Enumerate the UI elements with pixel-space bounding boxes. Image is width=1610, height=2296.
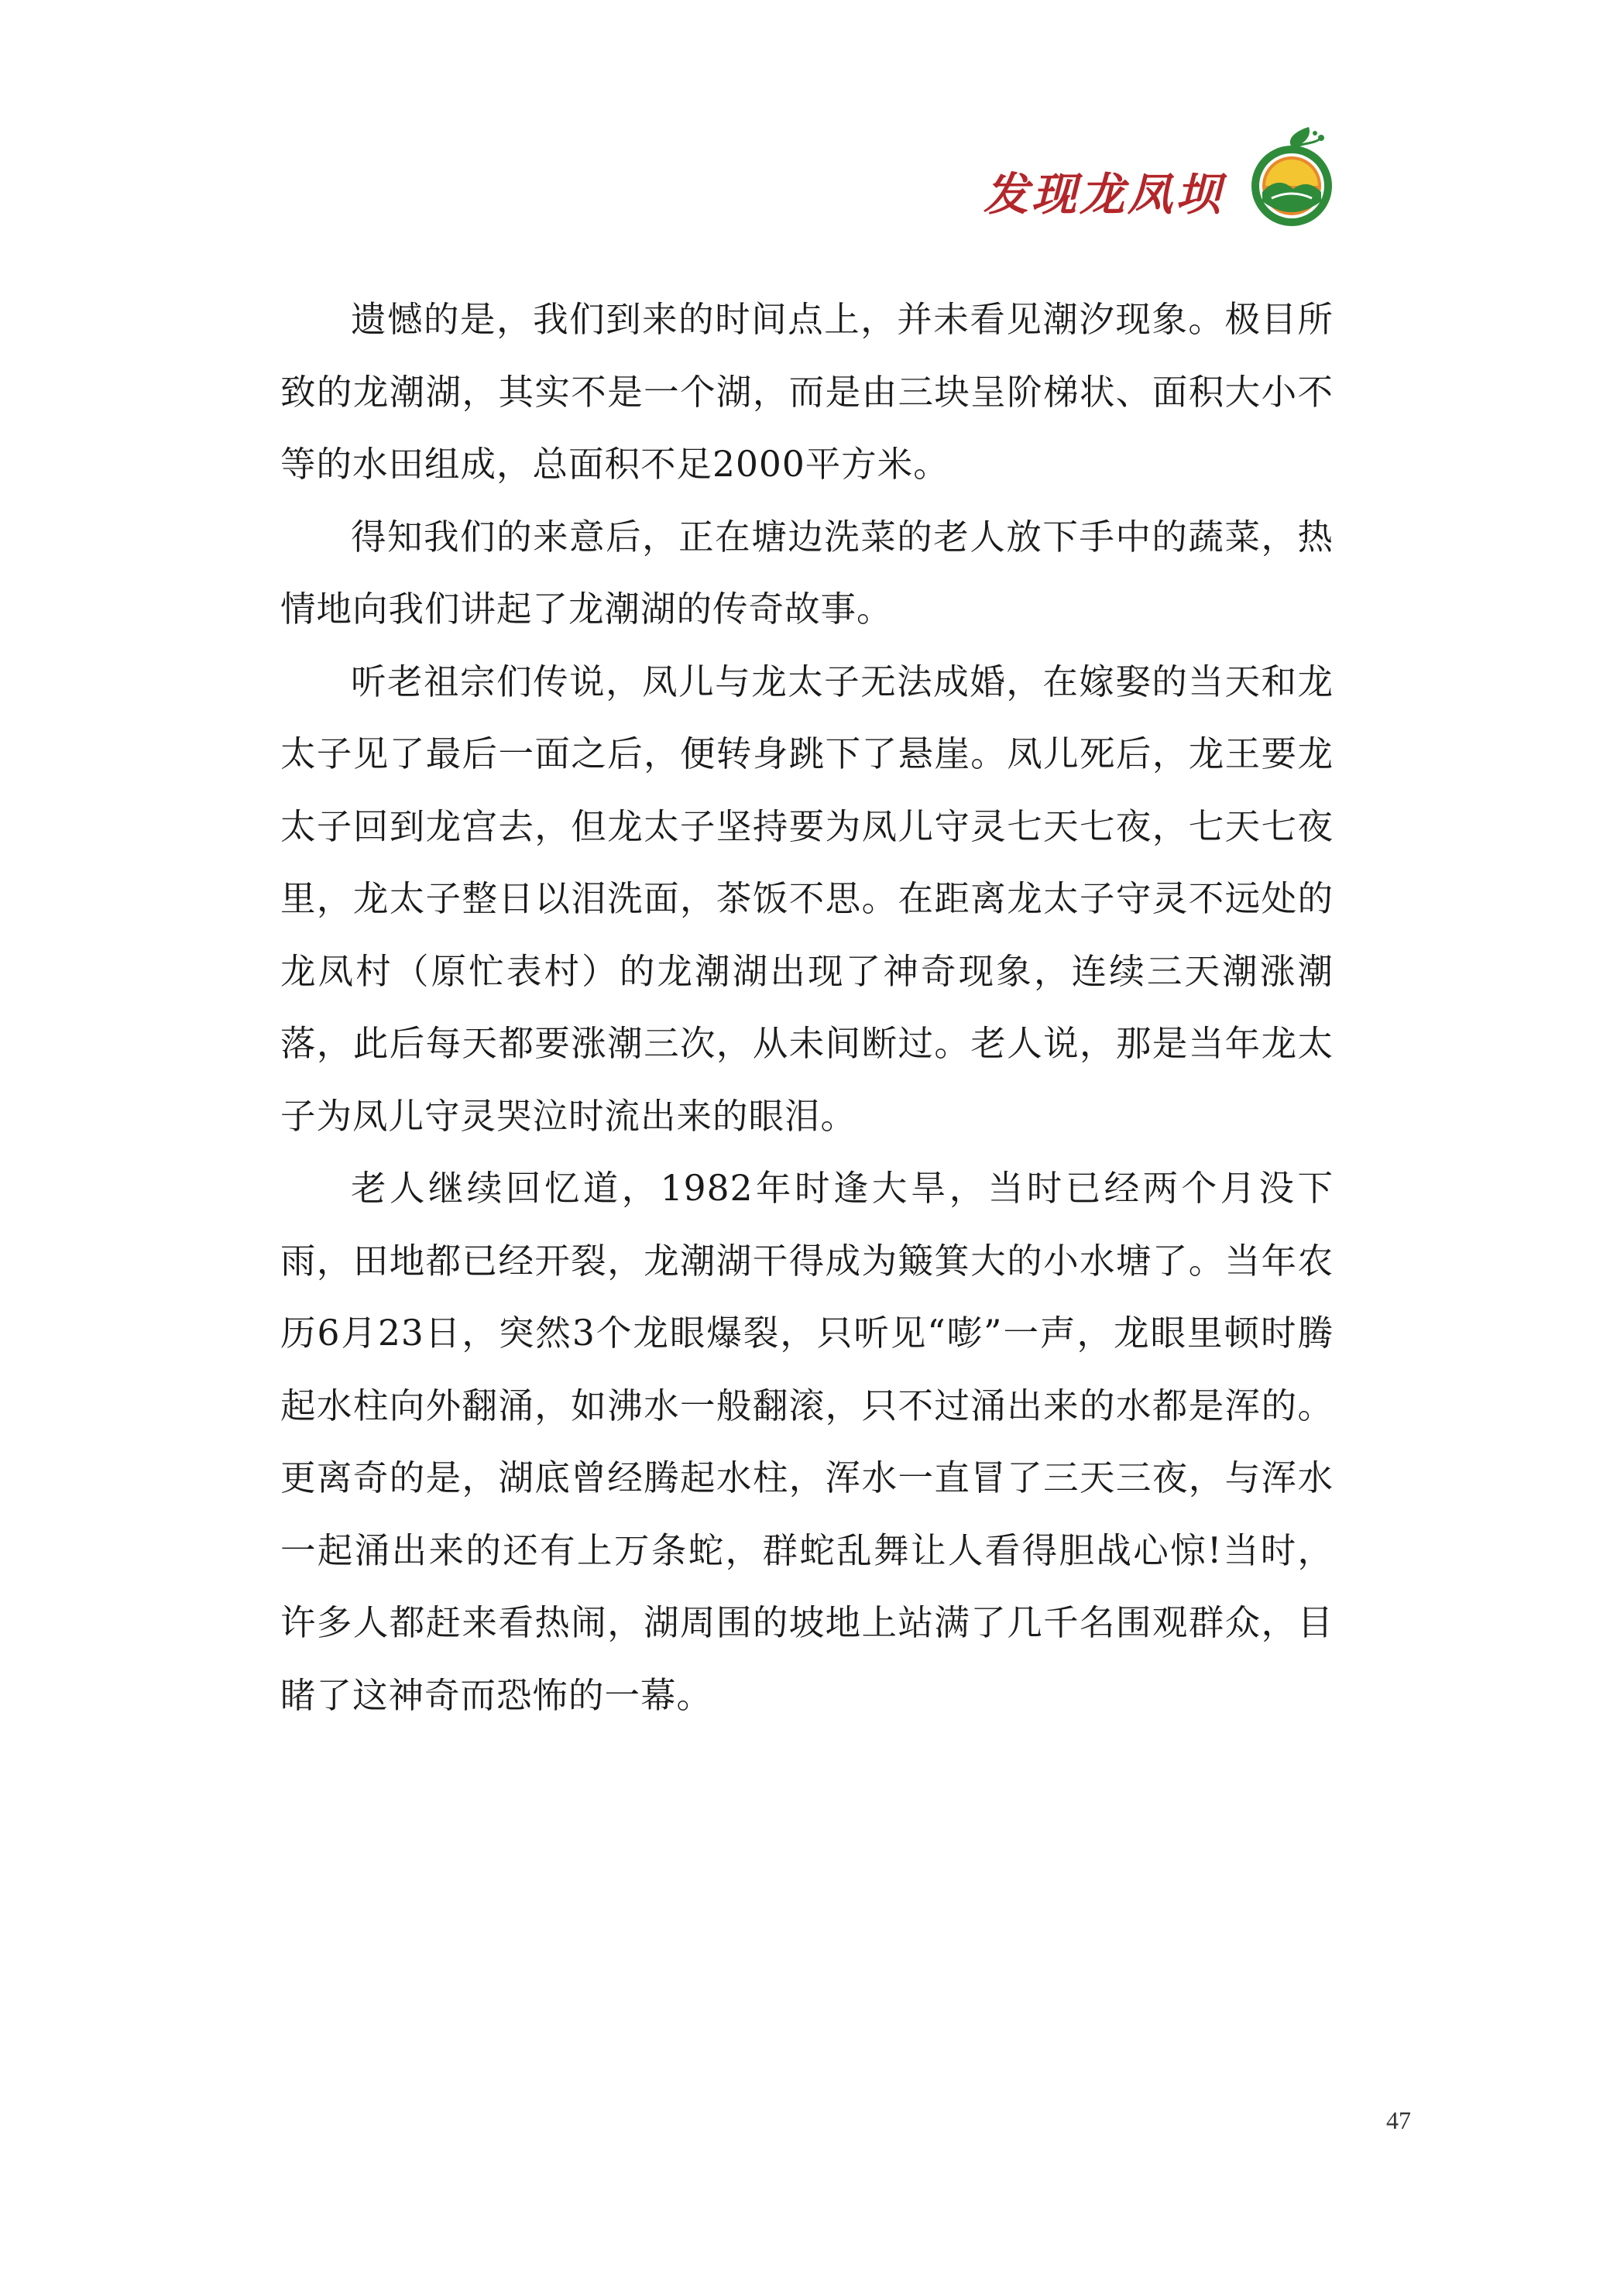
paragraph-4: 老人继续回忆道，1982年时逢大旱，当时已经两个月没下雨，田地都已经开裂，龙潮湖干得成为簸箕大的小水塘了。当年农历6月23日，突然3个龙眼爆裂，只听见“嘭”一声，龙眼里顿时腾起水柱向外翻涌，如沸水一般翻滚，只不过涌出来的水都是浑的。更离奇的是，湖底曾经腾起水柱，浑水一直冒了三天三夜，与浑水一起涌出来的还有上万条蛇，群蛇乱舞让人看得胆战心惊!当时，许多人都赶来看热闹，湖周围的坡地上站满了几千名围观群众，目睹了这神奇而恐怖的一幕。 (280, 1168, 1334, 1716)
article-body (280, 283, 1334, 1731)
logo-icon (1238, 124, 1346, 232)
paragraph-1: 遗憾的是，我们到来的时间点上，并未看见潮汐现象。极目所致的龙潮湖，其实不是一个湖，而是由三块呈阶梯状、面积大小不等的水田组成，总面积不足2000平方米。 (280, 299, 1334, 485)
page-number: 47 (1386, 2106, 1411, 2134)
header-title: 发现龙凤坝 (984, 168, 1224, 221)
page-header (984, 124, 1347, 256)
paragraph-2: 得知我们的来意后，正在塘边洗菜的老人放下手中的蔬菜，热情地向我们讲起了龙潮湖的传奇故事。 (280, 516, 1334, 630)
paragraph-3: 听老祖宗们传说，凤儿与龙太子无法成婚，在嫁娶的当天和龙太子见了最后一面之后，便转身跳下了悬崖。凤儿死后，龙王要龙太子回到龙宫去，但龙太子坚持要为凤儿守灵七天七夜，七天七夜里，龙太子整日以泪洗面，茶饭不思。在距离龙太子守灵不远处的龙凤村（原忙表村）的龙潮湖出现了神奇现象，连续三天潮涨潮落，此后每天都要涨潮三次，从未间断过。老人说，那是当年龙太子为凤儿守灵哭泣时流出来的眼泪。 (280, 661, 1334, 1137)
